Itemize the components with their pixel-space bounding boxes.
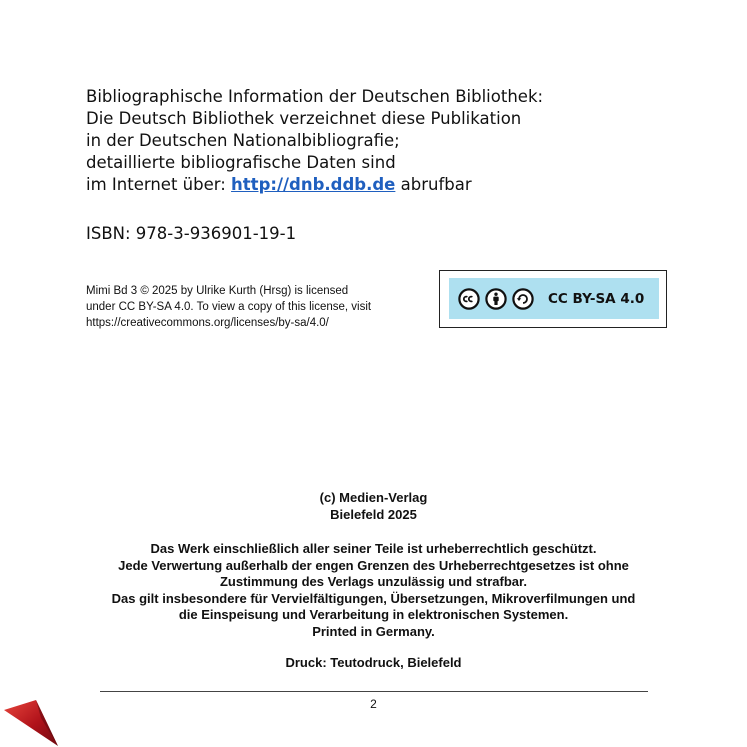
page-number: 2	[370, 697, 377, 711]
license-line-3: https://creativecommons.org/licenses/by-sa/4.0/	[86, 317, 329, 329]
cc-license-box	[439, 270, 667, 328]
publisher-line-1: (c) Medien-Verlag	[319, 490, 428, 505]
dnb-link[interactable]: http://dnb.ddb.de	[231, 175, 396, 194]
by-person-icon	[485, 288, 507, 310]
publisher-line-2: Bielefeld 2025	[330, 506, 417, 522]
red-page-corner-icon	[0, 698, 60, 747]
biblio-line-3: in der Deutschen Nationalbibliografie;	[86, 131, 400, 150]
biblio-line-5-prefix: im Internet über:	[86, 175, 232, 194]
share-alike-icon	[512, 288, 534, 310]
license-line-2: under CC BY-SA 4.0. To view a copy of this license, visit	[86, 301, 372, 313]
bibliographic-info	[86, 86, 543, 196]
copyright-line-4: Das gilt insbesondere für Vervielfältigungen, Übersetzungen, Mikroverfilmungen und	[111, 590, 636, 606]
cc-icon	[458, 288, 480, 310]
license-text	[86, 283, 371, 331]
isbn: ISBN: 978-3-936901-19-1	[86, 224, 297, 243]
cc-license-badge[interactable]	[449, 278, 659, 319]
copyright-notice	[60, 541, 687, 640]
biblio-line-1: Bibliographische Information der Deutschen Bibliothek:	[86, 87, 544, 106]
license-line-1: Mimi Bd 3 © 2025 by Ulrike Kurth (Hrsg) is licensed	[86, 285, 349, 297]
copyright-line-5: die Einspeisung und Verarbeitung in elektronischen Systemen.	[178, 607, 569, 622]
biblio-line-4: detaillierte bibliografische Daten sind	[86, 153, 396, 172]
footer-divider	[100, 691, 648, 692]
biblio-line-5-suffix: abrufbar	[395, 175, 472, 194]
copyright-line-2: Jede Verwertung außerhalb der engen Grenzen des Urheberrechtgesetzes ist ohne	[118, 557, 629, 573]
copyright-line-1: Das Werk einschließlich aller seiner Teile ist urheberrechtlich geschützt.	[150, 541, 597, 556]
publisher-block	[60, 490, 687, 523]
cc-badge-label: CC BY-SA 4.0	[548, 290, 645, 307]
copyright-line-6: Printed in Germany.	[312, 623, 435, 639]
druck-line: Druck: Teutodruck, Bielefeld	[285, 655, 462, 670]
biblio-line-2: Die Deutsch Bibliothek verzeichnet diese Publikation	[86, 109, 522, 128]
biblio-line-5	[86, 174, 543, 196]
copyright-line-3: Zustimmung des Verlags unzulässig und strafbar.	[219, 574, 527, 589]
